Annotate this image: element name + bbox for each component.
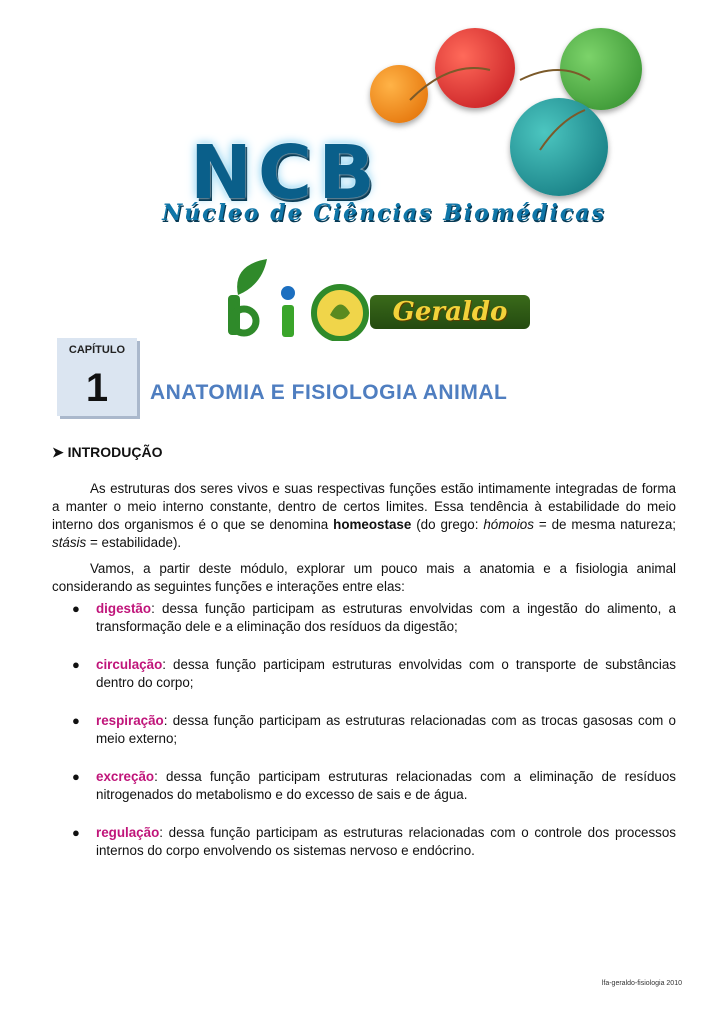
list-item: [52, 712, 676, 748]
list-item: [52, 768, 676, 804]
paragraph-intro-functions: [52, 560, 676, 596]
paragraph-homeostase: [52, 480, 676, 552]
ncb-subtitle: Núcleo de Ciências Biomédicas: [162, 200, 606, 226]
arrow-bullet-icon: ➤: [52, 444, 64, 460]
function-term: digestão: [96, 601, 152, 616]
geraldo-text: Geraldo: [392, 297, 508, 327]
functions-list: [52, 600, 676, 880]
p1-part4: = estabilidade).: [86, 535, 182, 550]
chapter-label: CAPÍTULO: [68, 344, 126, 356]
function-text: : dessa função participam as estruturas envolvidas com a ingestão do alimento, a transformação dele e a eliminação dos resíduos da digestão;: [96, 601, 676, 634]
ncb-logo: [60, 20, 660, 250]
function-text: : dessa função participam estruturas envolvidas com o transporte de substâncias dentro do corpo;: [96, 657, 676, 690]
function-term: circulação: [96, 657, 163, 672]
function-term: respiração: [96, 713, 164, 728]
bullet-dot-icon: ●: [72, 769, 80, 784]
p1-part2: (do grego:: [411, 517, 484, 532]
geraldo-banner: [370, 295, 530, 329]
function-text: : dessa função participam as estruturas relacionadas com o controle dos processos internos do corpo envolvendo os sistemas nervoso e endócrino.: [96, 825, 676, 858]
list-item: [52, 600, 676, 636]
bullet-dot-icon: ●: [72, 601, 80, 616]
p1-homoios: hómoios: [483, 517, 534, 532]
page-footer: lfa-geraldo-fisiologia 2010: [601, 980, 682, 987]
p2-text: Vamos, a partir deste módulo, explorar um pouco mais a anatomia e a fisiologia animal considerando as seguintes funções e interações entre elas:: [52, 561, 676, 594]
bio-geraldo-logo: [222, 255, 542, 341]
section-heading-text: INTRODUÇÃO: [67, 444, 163, 460]
p1-part3: = de mesma natureza;: [533, 517, 677, 532]
list-item: [52, 824, 676, 860]
chapter-box: [57, 338, 137, 416]
chapter-title: ANATOMIA E FISIOLOGIA ANIMAL: [150, 381, 508, 404]
p1-homeostase: homeostase: [333, 517, 412, 532]
connector-lines-icon: [390, 40, 620, 190]
function-text: : dessa função participam estruturas relacionadas com a eliminação de resíduos nitrogenados do metabolismo e do excesso de sais e de água.: [96, 769, 676, 802]
chapter-number: 1: [85, 366, 109, 410]
list-item: [52, 656, 676, 692]
bullet-dot-icon: ●: [72, 657, 80, 672]
function-text: : dessa função participam as estruturas relacionadas com as trocas gasosas com o meio externo;: [96, 713, 676, 746]
p1-part1: As estruturas dos seres vivos e suas respectivas funções estão intimamente integradas de forma a manter o meio interno constante, dentro de certos limites. Essa tendência à estabilidade do meio interno dos organismos é o que se denomina: [52, 481, 676, 532]
function-term: regulação: [96, 825, 160, 840]
bullet-dot-icon: ●: [72, 825, 80, 840]
bullet-dot-icon: ●: [72, 713, 80, 728]
section-heading: [52, 444, 163, 461]
p1-stasis: stásis: [52, 535, 87, 550]
ncb-title: NCB: [190, 130, 381, 216]
bio-leaf-icon: [222, 255, 372, 341]
function-term: excreção: [96, 769, 155, 784]
